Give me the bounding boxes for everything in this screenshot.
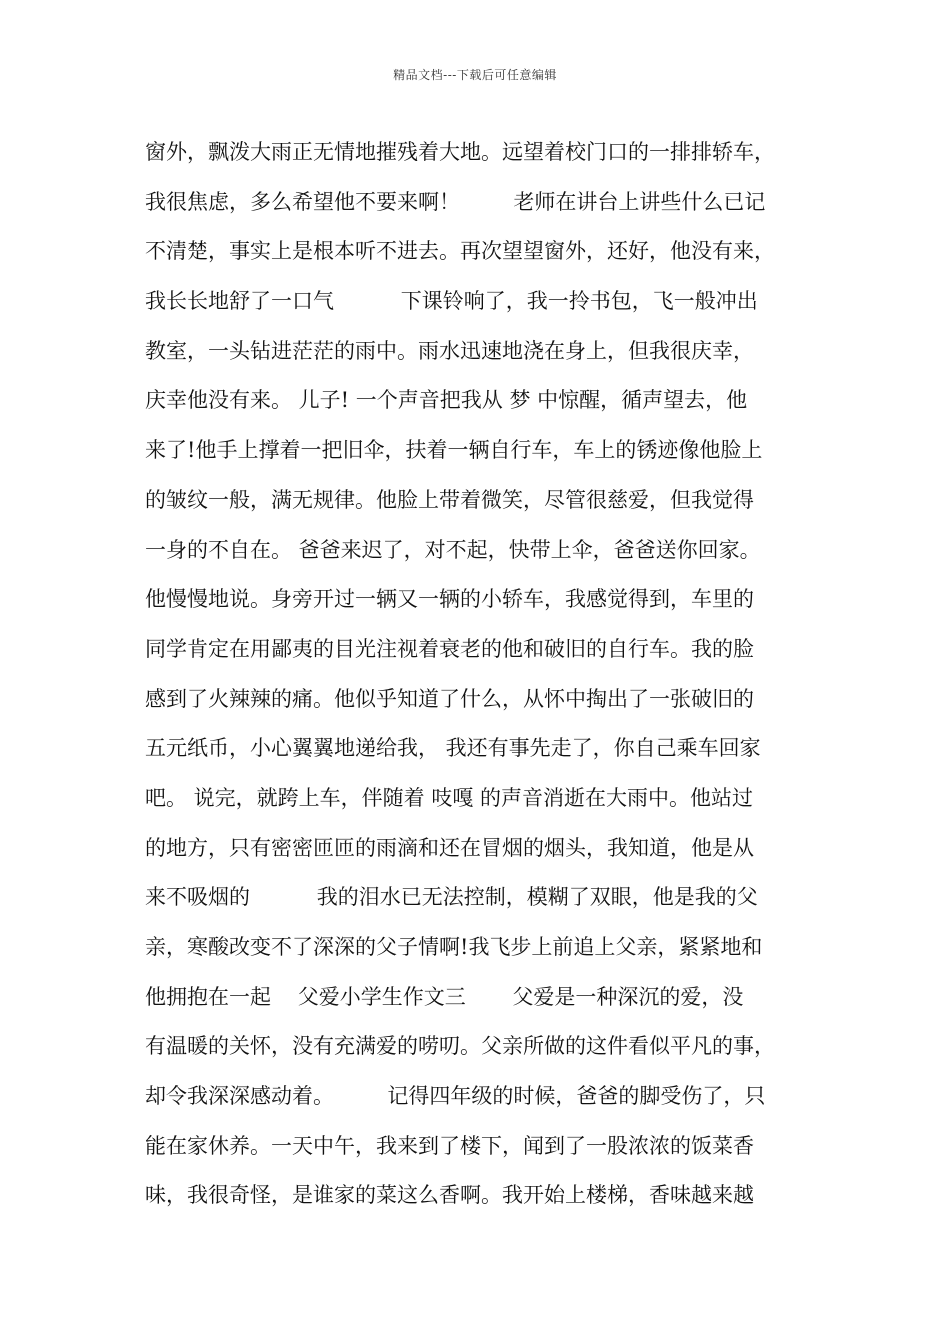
text-line: 我长长地舒了一口气 下课铃响了，我一拎书包，飞一般冲出 (145, 289, 758, 314)
text-line: 来了!他手上撑着一把旧伞，扶着一辆自行车，车上的锈迹像他脸上 (145, 438, 763, 463)
text-line: 来不吸烟的 我的泪水已无法控制，模糊了双眼，他是我的父 (145, 885, 758, 910)
text-line: 却令我深深感动着。 记得四年级的时候，爸爸的脚受伤了，只 (145, 1084, 766, 1109)
text-line: 他慢慢地说。身旁开过一辆又一辆的小轿车，我感觉得到，车里的 (145, 587, 754, 612)
text-line: 五元纸币，小心翼翼地递给我， 我还有事先走了，你自己乘车回家 (145, 736, 761, 761)
text-line: 能在家休养。一天中午，我来到了楼下，闻到了一股浓浓的饭菜香 (145, 1133, 754, 1158)
text-line: 同学肯定在用鄙夷的目光注视着衰老的他和破旧的自行车。我的脸 (145, 636, 754, 661)
text-line: 教室，一头钻进茫茫的雨中。雨水迅速地浇在身上，但我很庆幸， (145, 338, 754, 363)
text-line: 味，我很奇怪，是谁家的菜这么香啊。我开始上楼梯，香味越来越 (145, 1183, 754, 1208)
text-line: 他拥抱在一起 父爱小学生作文三 父爱是一种深沉的爱，没 (145, 984, 744, 1009)
text-line: 感到了火辣辣的痛。他似乎知道了什么，从怀中掏出了一张破旧的 (145, 686, 754, 711)
text-line: 一身的不自在。 爸爸来迟了，对不起，快带上伞，爸爸送你回家。 (145, 537, 761, 562)
body-text (145, 128, 825, 1221)
text-line: 我很焦虑，多么希望他不要来啊！ 老师在讲台上讲些什么已记 (145, 189, 766, 214)
text-line: 吧。 说完，就跨上车，伴随着 吱嘎 的声音消逝在大雨中。他站过 (145, 785, 754, 810)
text-line: 亲，寒酸改变不了深深的父子情啊!我飞步上前追上父亲，紧紧地和 (145, 935, 763, 959)
text-line: 窗外，飘泼大雨正无情地摧残着大地。远望着校门口的一排排轿车， (145, 140, 775, 164)
page-header: 精品文档---下载后可任意编辑 (393, 68, 557, 82)
text-line: 的皱纹一般，满无规律。他脸上带着微笑，尽管很慈爱，但我觉得 (145, 487, 754, 512)
text-line: 的地方，只有密密匝匝的雨滴和还在冒烟的烟头，我知道，他是从 (145, 835, 754, 860)
text-line: 庆幸他没有来。 儿子! 一个声音把我从 梦 中惊醒，循声望去，他 (145, 388, 748, 413)
text-line: 有温暖的关怀，没有充满爱的唠叨。父亲所做的这件看似平凡的事， (145, 1034, 775, 1059)
text-line: 不清楚，事实上是根本听不进去。再次望望窗外，还好，他没有来， (145, 239, 775, 264)
